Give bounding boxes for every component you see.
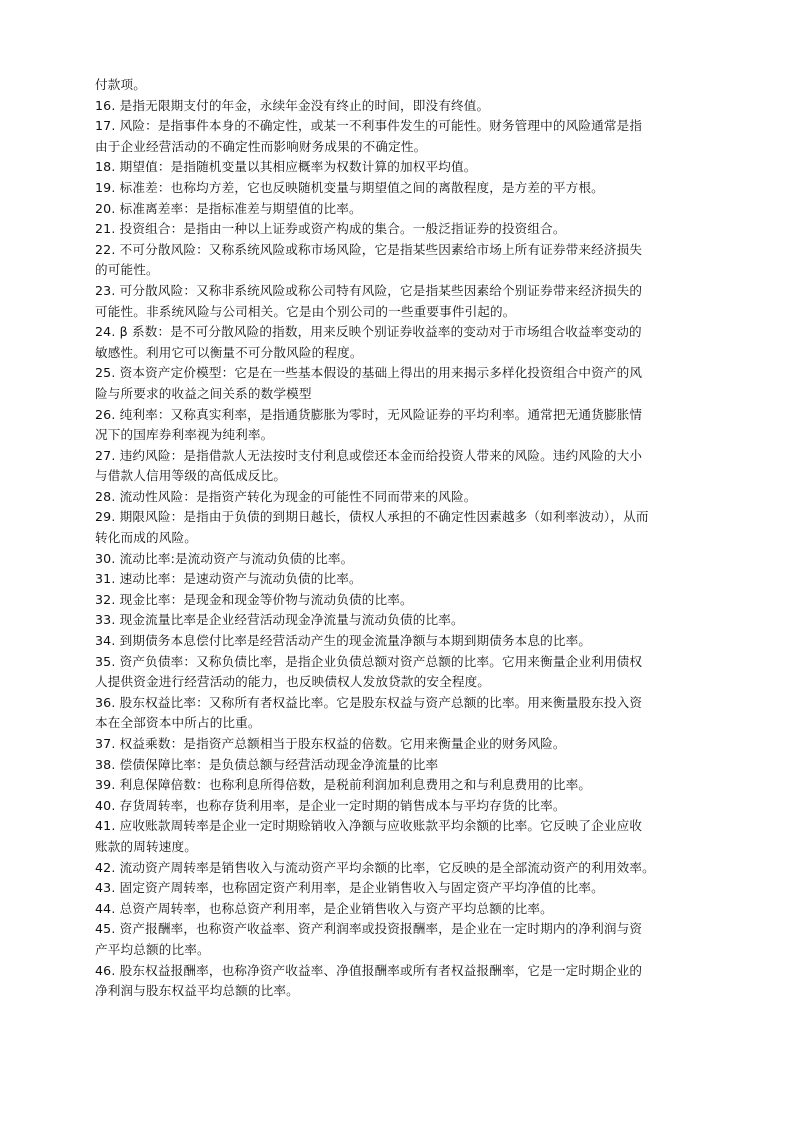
text-line: 42. 流动资产周转率是销售收入与流动资产平均余额的比率，它反映的是全部流动资产的利用效率。	[95, 859, 655, 875]
text-line: 况下的国库券利率视为纯利率。	[95, 427, 274, 443]
text-line: 敏感性。利用它可以衡量不可分散风险的程度。	[95, 344, 363, 360]
text-line: 41. 应收账款周转率是企业一定时期赊销收入净额与应收账款平均余额的比率。它反映了企业应收	[95, 818, 643, 834]
text-line: 44. 总资产周转率，也称总资产利用率，是企业销售收入与资产平均总额的比率。	[95, 900, 553, 916]
text-line: 46. 股东权益报酬率，也称净资产收益率、净值报酬率或所有者权益报酬率，它是一定时期企业的	[95, 962, 643, 978]
text-line: 29. 期限风险：是指由于负债的到期日越长，债权人承担的不确定性因素越多（如利率波动），从而	[95, 509, 649, 525]
text-line: 34. 到期债务本息偿付比率是经营活动产生的现金流量净额与本期到期债务本息的比率。	[95, 633, 592, 649]
text-line: 的可能性。	[95, 262, 159, 278]
text-line: 30. 流动比率:是流动资产与流动负债的比率。	[95, 550, 354, 566]
text-line: 32. 现金比率：是现金和现金等价物与流动负债的比率。	[95, 591, 413, 607]
text-line: 人提供资金进行经营活动的能力，也反映债权人发放贷款的安全程度。	[95, 674, 491, 690]
text-line: 由于企业经营活动的不确定性而影响财务成果的不确定性。	[95, 138, 427, 154]
text-line: 35. 资产负债率：又称负债比率，是指企业负债总额对资产总额的比率。它用来衡量企业利用债权	[95, 653, 643, 669]
text-line: 22. 不可分散风险：又称系统风险或称市场风险，它是指某些因素给市场上所有证券带来经济损失	[95, 241, 643, 257]
text-line: 23. 可分散风险：又称非系统风险或称公司特有风险，它是指某些因素给个别证券带来经济损失的	[95, 282, 643, 298]
text-line: 39. 利息保障倍数：也称利息所得倍数，是税前利润加利息费用之和与利息费用的比率。	[95, 777, 592, 793]
text-line: 28. 流动性风险：是指资产转化为现金的可能性不同而带来的风险。	[95, 488, 477, 504]
text-line: 16. 是指无限期支付的年金，永续年金没有终止的时间，即没有终值。	[95, 97, 490, 113]
text-line: 43. 固定资产周转率，也称固定资产利用率，是企业销售收入与固定资产平均净值的比率。	[95, 880, 604, 896]
text-line: 18. 期望值：是指随机变量以其相应概率为权数计算的加权平均值。	[95, 159, 477, 175]
text-line: 36. 股东权益比率：又称所有者权益比率。它是股东权益与资产总额的比率。用来衡量股东投入资	[95, 694, 643, 710]
text-line: 37. 权益乘数：是指资产总额相当于股东权益的倍数。它用来衡量企业的财务风险。	[95, 736, 566, 751]
text-line: 45. 资产报酬率，也称资产收益率、资产利润率或投资报酬率，是企业在一定时期内的净利润与资	[95, 921, 643, 937]
text-line: 17. 风险：是指事件本身的不确定性，或某一不利事件发生的可能性。财务管理中的风险通常是指	[95, 118, 643, 134]
text-line: 31. 速动比率：是速动资产与流动负债的比率。	[95, 571, 362, 587]
text-line: 本在全部资本中所占的比重。	[95, 715, 261, 731]
text-line: 账款的周转速度。	[95, 838, 197, 854]
text-line: 26. 纯利率：又称真实利率，是指通货膨胀为零时，无风险证券的平均利率。通常把无通货膨胀情	[95, 406, 643, 422]
text-line: 可能性。非系统风险与公司相关。它是由个别公司的一些重要事件引起的。	[95, 303, 516, 319]
text-line: 25. 资本资产定价模型：它是在一些基本假设的基础上得出的用来揭示多样化投资组合中资产的风	[95, 365, 643, 381]
text-line: 与借款人信用等级的高低成反比。	[95, 468, 287, 484]
text-line: 40. 存货周转率，也称存货利用率，是企业一定时期的销售成本与平均存货的比率。	[95, 797, 566, 813]
text-line: 38. 偿债保障比率：是负债总额与经营活动现金净流量的比率	[95, 756, 439, 772]
text-line: 21. 投资组合：是指由一种以上证券或资产构成的集合。一般泛指证券的投资组合。	[95, 221, 566, 237]
text-line: 27. 违约风险：是指借款人无法按时支付利息或偿还本金而给投资人带来的风险。违约风险的大小	[95, 447, 643, 463]
document-body	[95, 75, 705, 1002]
text-line: 净利润与股东权益平均总额的比率。	[95, 983, 299, 999]
text-line: 付款项。	[95, 77, 146, 92]
text-line: 转化而成的风险。	[95, 530, 197, 546]
text-line: 产平均总额的比率。	[95, 941, 210, 957]
text-line: 33. 现金流量比率是企业经营活动现金净流量与流动负债的比率。	[95, 612, 464, 628]
text-line: 19. 标准差：也称均方差，它也反映随机变量与期望值之间的离散程度，是方差的平方根。	[95, 179, 604, 195]
text-line: 险与所要求的收益之间关系的数学模型	[95, 385, 312, 401]
text-line: 20. 标准离差率：是指标准差与期望值的比率。	[95, 200, 362, 216]
text-line: 24. β 系数：是不可分散风险的指数，用来反映个别证券收益率的变动对于市场组合收益率变动的	[95, 324, 642, 340]
